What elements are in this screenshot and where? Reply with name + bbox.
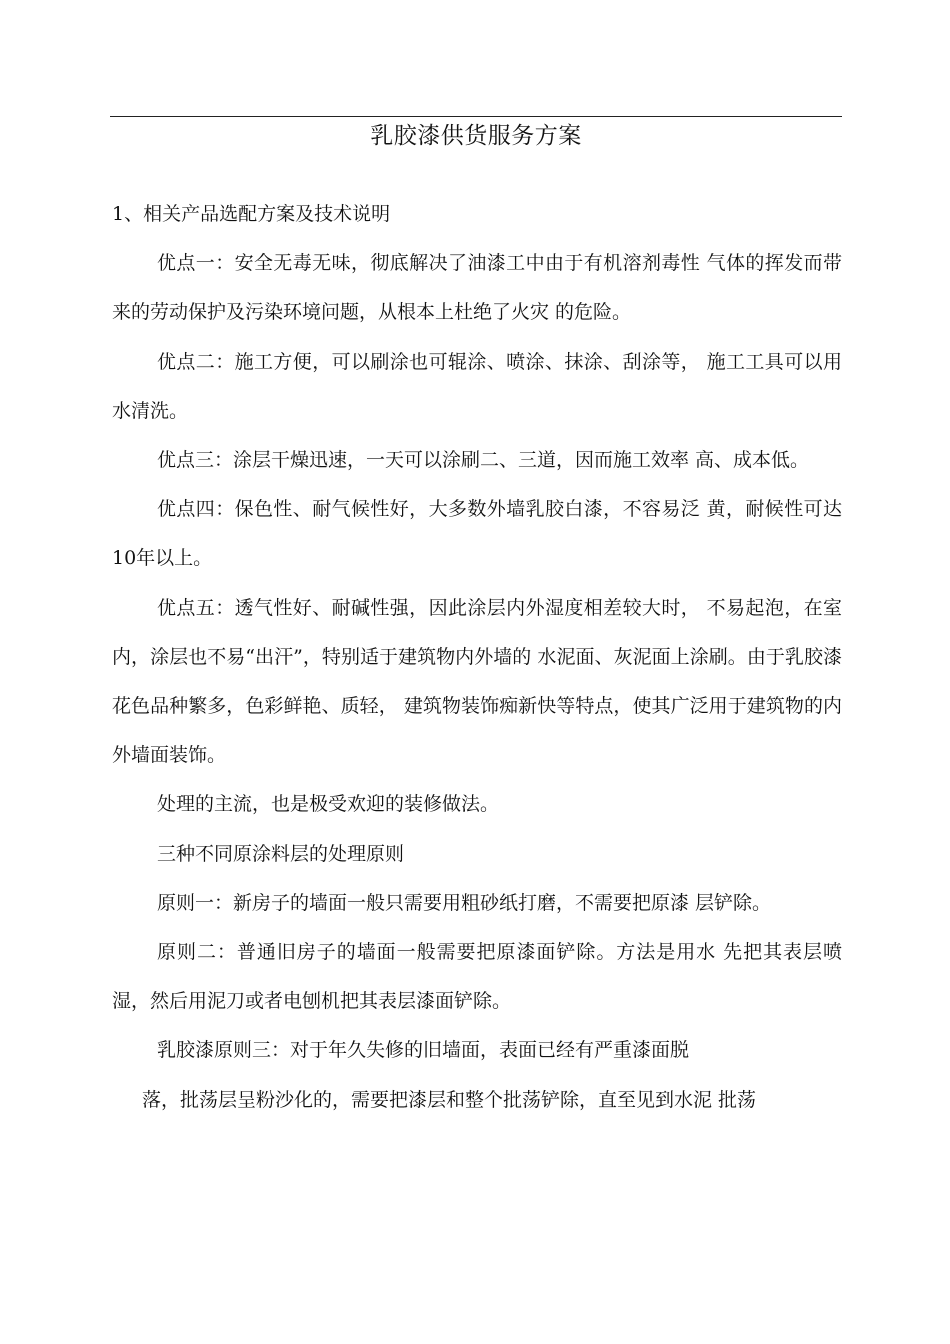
paragraph-principle-3-continued: 落，批荡层呈粉沙化的，需要把漆层和整个批荡铲除，直至见到水泥 批荡 <box>142 1088 757 1111</box>
paragraph-advantage-1: 优点一：安全无毒无味，彻底解决了油漆工中由于有机溶剂毒性 气体的挥发而带来的劳动保护及污染环境问题，从根本上杜绝了火灾 的危险。 <box>112 252 842 324</box>
paragraph-advantage-3: 优点三：涂层干燥迅速，一天可以涂刷二、三道，因而施工效率 高、成本低。 <box>157 449 810 472</box>
paragraph-advantage-5: 优点五：透气性好、耐碱性强，因此涂层内外湿度相差较大时， 不易起泡，在室内，涂层也不易“出汗”，特别适于建筑物内外墙的 水泥面、灰泥面上涂刷。由于乳胶漆花色品种繁多，色彩鲜艳、质轻， 建筑物装饰痴新快等特点，使其广泛用于建筑物的内外墙面装饰。 <box>112 596 842 767</box>
document-title: 乳胶漆供货服务方案 <box>370 123 582 149</box>
paragraph-advantage-4: 优点四：保色性、耐气候性好，大多数外墙乳胶白漆，不容易泛 黄，耐候性可达10年以上。 <box>112 498 842 570</box>
section-heading: 1、相关产品选配方案及技术说明 <box>112 203 391 225</box>
document-body <box>112 190 842 1125</box>
paragraph-principle-2: 原则二：普通旧房子的墙面一般需要把原漆面铲除。方法是用水 先把其表层喷湿，然后用泥刀或者电刨机把其表层漆面铲除。 <box>112 941 842 1013</box>
header-rule <box>110 116 842 117</box>
paragraph-principles-heading: 三种不同原涂料层的处理原则 <box>157 842 405 865</box>
paragraph-principle-1: 原则一：新房子的墙面一般只需要用粗砂纸打磨，不需要把原漆 层铲除。 <box>157 891 772 914</box>
paragraph-advantage-2: 优点二：施工方便，可以刷涂也可辊涂、喷涂、抹涂、刮涂等， 施工工具可以用水清洗。 <box>112 350 842 422</box>
paragraph-mainstream: 处理的主流，也是极受欢迎的装修做法。 <box>157 793 500 816</box>
paragraph-principle-3: 乳胶漆原则三：对于年久失修的旧墙面，表面已经有严重漆面脱 <box>157 1039 690 1062</box>
